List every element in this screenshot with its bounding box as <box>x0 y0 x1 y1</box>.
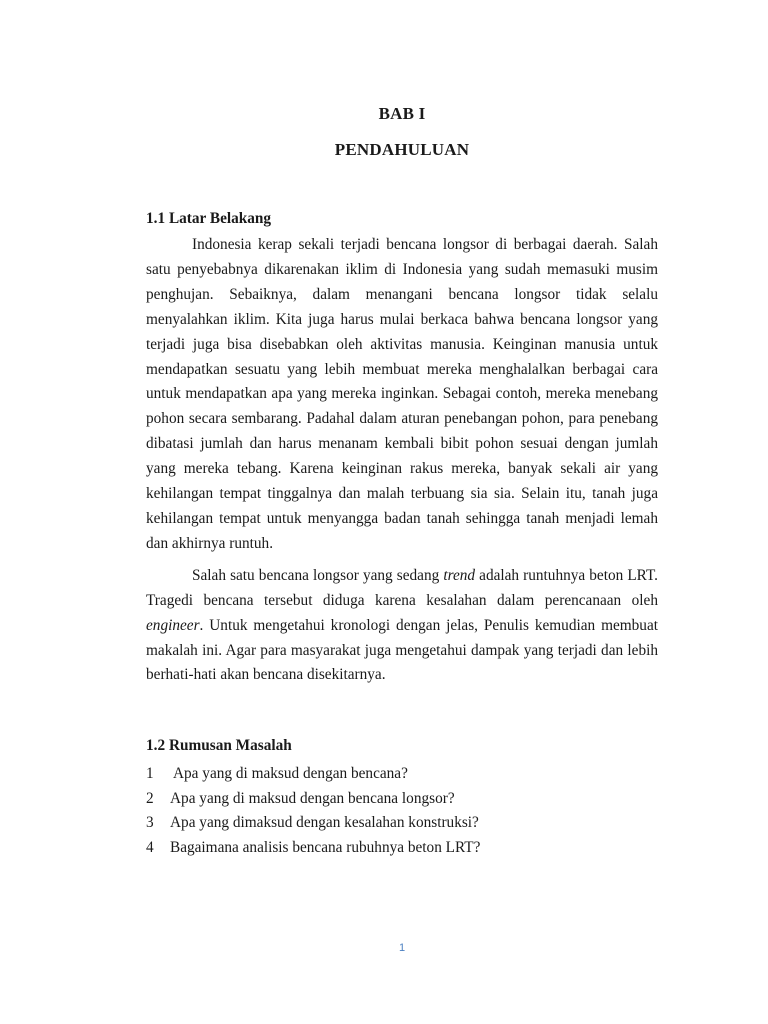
list-item-text: Bagaimana analisis bencana rubuhnya beton LRT? <box>170 838 481 856</box>
list-item <box>146 836 658 861</box>
paragraph-2-text-1: Salah satu bencana longsor yang sedang <box>192 566 444 584</box>
section-rumusan-masalah <box>146 736 658 860</box>
section-heading-latar-belakang: 1.1 Latar Belakang <box>146 210 272 227</box>
list-item <box>146 762 658 787</box>
list-item-text: Apa yang di maksud dengan bencana longsor? <box>170 789 455 807</box>
list-item-number: 3 <box>146 814 154 831</box>
list-item-number: 4 <box>146 838 154 856</box>
list-item-number: 2 <box>146 789 154 807</box>
list-item-text: Apa yang dimaksud dengan kesalahan konstruksi? <box>170 814 479 831</box>
section-heading-rumusan-masalah: 1.2 Rumusan Masalah <box>146 737 292 754</box>
paragraph-2-italic-engineer: engineer <box>146 616 200 634</box>
chapter-label: BAB I <box>378 104 426 123</box>
list-item <box>146 811 658 836</box>
section-latar-belakang <box>146 209 658 688</box>
paragraph-2-text-2: adalah runtuhnya beton LRT. Tragedi bencana tersebut diduga karena kesalahan dalam perencanaan oleh <box>146 566 658 609</box>
paragraph-2-text-3: . Untuk mengetahui kronologi dengan jelas, Penulis kemudian membuat makalah ini. Agar para masyarakat juga mengetahui dampak yang terjadi dan lebih berhati-hati akan bencana disekitarnya. <box>146 616 658 684</box>
body-paragraph-1: Indonesia kerap sekali terjadi bencana longsor di berbagai daerah. Salah satu penyebabnya dikarenakan iklim di Indonesia yang sudah memasuki musim penghujan. Sebaiknya, dalam menangani bencana longsor tidak selalu menyalahkan iklim. Kita juga harus mulai berkaca bahwa bencana longsor yang terjadi juga bisa disebabkan oleh aktivitas manusia. Keinginan manusia untuk mendapatkan sesuatu yang lebih membuat mereka menghalalkan berbagai cara untuk mendapatkan apa yang mereka inginkan. Sebagai contoh, mereka menebang pohon secara sembarang. Padahal dalam aturan penebangan pohon, para penebang dibatasi jumlah dan harus menanam kembali bibit pohon sesuai dengan jumlah yang mereka tebang. Karena keinginan rakus mereka, banyak sekali air yang kehilangan tempat tinggalnya dan malah terbuang sia sia. Selain itu, tanah juga kehilangan tempat untuk menyangga badan tanah sehingga tanah menjadi lemah dan akhirnya runtuh. <box>146 236 658 552</box>
page-number: 1 <box>398 942 406 954</box>
list-item <box>146 787 658 812</box>
body-paragraph-2 <box>146 564 658 689</box>
paragraph-2-italic-trend: trend <box>443 566 476 584</box>
chapter-title: PENDAHULUAN <box>334 140 470 159</box>
list-item-number: 1 <box>146 765 154 782</box>
list-item-text: Apa yang di maksud dengan bencana? <box>170 765 408 782</box>
question-list <box>146 762 658 860</box>
